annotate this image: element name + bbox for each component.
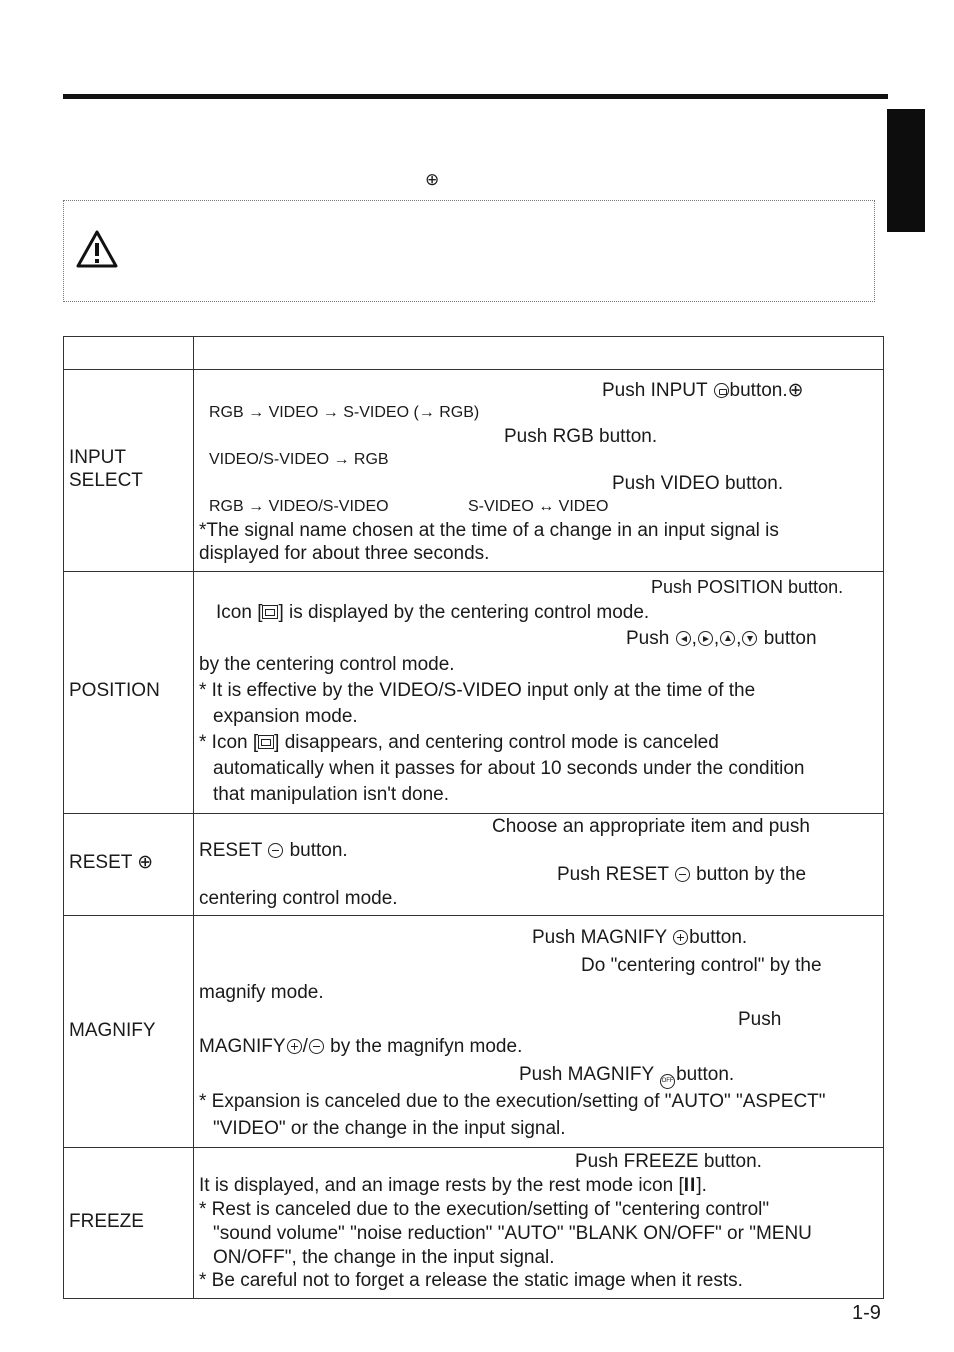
- centering-mode-icon: [258, 735, 274, 749]
- column-divider: [193, 336, 194, 1299]
- rgb-instruction: Push RGB button.: [504, 426, 658, 447]
- row-label-freeze: FREEZE: [69, 1211, 144, 1232]
- input-note-line-1: *The signal name chosen at the time of a change in an input signal is: [199, 520, 779, 541]
- magnify-instruction-3-cont: MAGNIFY / by the magnifyn mode.: [199, 1036, 523, 1057]
- up-arrow-icon: [720, 631, 735, 646]
- row-label-position: POSITION: [69, 680, 160, 701]
- reset-instruction-1: Choose an appropriate item and push: [492, 816, 810, 837]
- top-symbol: ⊕: [425, 170, 440, 189]
- position-note-2: * Icon [ ] disappears, and centering control mode is canceled: [199, 732, 719, 753]
- input-cycle-sequence: RGB → VIDEO → S-VIDEO (→ RGB): [209, 404, 480, 421]
- reset-button-icon: [268, 843, 283, 858]
- freeze-note-1-cont: "sound volume" "noise reduction" "AUTO" "BLANK ON/OFF" or "MENU: [213, 1223, 812, 1244]
- position-note-2-cont: automatically when it passes for about 10 seconds under the condition: [213, 758, 805, 779]
- right-arrow-icon: [698, 631, 713, 646]
- row-divider: [63, 571, 884, 572]
- reset-instruction-1-cont: RESET button.: [199, 840, 348, 861]
- position-note-2-end: that manipulation isn't done.: [213, 784, 450, 805]
- freeze-note-2: * Be careful not to forget a release the static image when it rests.: [199, 1270, 743, 1291]
- video-sequence-1: RGB → VIDEO/S-VIDEO: [209, 498, 389, 515]
- freeze-note-1-end: ON/OFF", the change in the input signal.: [213, 1247, 555, 1268]
- down-arrow-icon: [742, 631, 757, 646]
- video-sequence-2: S-VIDEO ↔ VIDEO: [468, 498, 609, 515]
- position-note-1: * It is effective by the VIDEO/S-VIDEO input only at the time of the: [199, 680, 756, 701]
- rgb-sequence: VIDEO/S-VIDEO → RGB: [209, 451, 389, 468]
- row-label-reset: RESET ⊕: [69, 852, 154, 873]
- page-number: 1-9: [852, 1302, 881, 1324]
- row-divider: [63, 915, 884, 916]
- caution-box: [63, 200, 875, 302]
- magnify-off-icon: OFF: [660, 1074, 675, 1089]
- magnify-instruction-2: Do "centering control" by the: [581, 955, 822, 976]
- magnify-minus-icon: [309, 1039, 324, 1054]
- magnify-note-cont: "VIDEO" or the change in the input signal.: [213, 1118, 566, 1139]
- input-note-line-2: displayed for about three seconds.: [199, 543, 490, 564]
- position-icon-line: Icon [ ] is displayed by the centering control mode.: [216, 602, 650, 623]
- magnify-plus-icon: [287, 1039, 302, 1054]
- video-instruction: Push VIDEO button.: [612, 473, 784, 494]
- position-text: by the centering control mode.: [199, 654, 455, 675]
- magnify-note: * Expansion is canceled due to the execution/setting of "AUTO" "ASPECT": [199, 1091, 826, 1112]
- centering-mode-icon: [262, 605, 278, 619]
- position-instruction: Push POSITION button.: [651, 577, 844, 597]
- reset-instruction-2-cont: centering control mode.: [199, 888, 398, 909]
- reset-button-icon: [675, 867, 690, 882]
- freeze-text: It is displayed, and an image rests by the rest mode icon [II].: [199, 1175, 707, 1196]
- pause-icon: II: [683, 1175, 697, 1196]
- magnify-instruction-1: Push MAGNIFY button.: [532, 927, 748, 948]
- row-label-magnify: MAGNIFY: [69, 1020, 156, 1041]
- magnify-plus-icon: [673, 930, 688, 945]
- language-tab: [887, 109, 925, 232]
- reset-instruction-2: Push RESET button by the: [557, 864, 807, 885]
- position-note-1-cont: expansion mode.: [213, 706, 358, 727]
- input-instruction: Push INPUT button.⊕: [602, 380, 804, 401]
- row-label-input-select: INPUT SELECT: [69, 447, 143, 491]
- left-arrow-icon: [676, 631, 691, 646]
- position-arrows-line: Push , , , button: [626, 628, 817, 649]
- header-row-divider: [63, 369, 884, 370]
- top-rule: [63, 94, 888, 99]
- magnify-instruction-2-cont: magnify mode.: [199, 982, 324, 1003]
- row-divider: [63, 1147, 884, 1148]
- row-divider: [63, 813, 884, 814]
- magnify-instruction-4: Push MAGNIFY OFF button.: [519, 1063, 734, 1089]
- freeze-note-1: * Rest is canceled due to the execution/setting of "centering control": [199, 1199, 770, 1220]
- input-button-icon: [714, 383, 729, 398]
- magnify-instruction-3: Push: [738, 1009, 782, 1030]
- freeze-instruction: Push FREEZE button.: [575, 1151, 762, 1172]
- warning-icon: [75, 229, 119, 269]
